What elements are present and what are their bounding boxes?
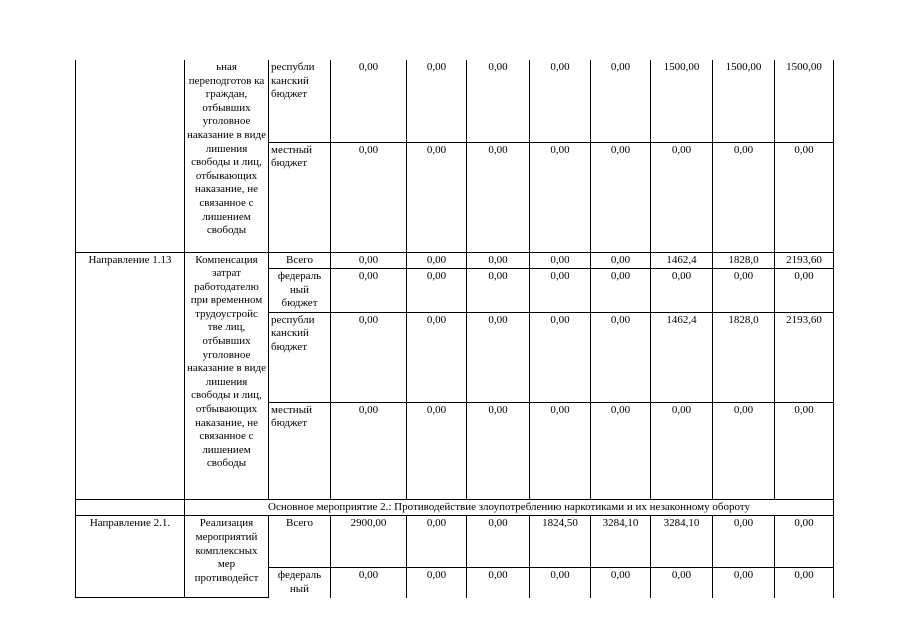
value-cell: 0,00 [331,142,407,252]
value-cell: 0,00 [467,568,530,598]
measure-name-cell: Реализация мероприятий комплексных мер противодейст [185,516,269,598]
value-cell: 1824,50 [530,516,591,568]
value-cell: 0,00 [591,568,651,598]
main-event-header: Основное мероприятие 2.: Противодействие злоупотреблению наркотиками и их незаконному обороту [185,499,834,516]
value-cell: 0,00 [713,269,775,313]
table-row [76,252,834,269]
value-cell: 0,00 [591,312,651,402]
direction-cell: Направление 2.1. [76,516,185,598]
value-cell: 0,00 [467,252,530,269]
value-cell: 1828,0 [713,252,775,269]
measure-name-cell: Компенсация затрат работодателю при временном трудоустройс тве лиц, отбывших уголовное наказание в виде лишения свободы и лиц, отбывающих наказание, не связанное с лишением свободы [185,252,269,499]
value-cell: 0,00 [407,60,467,142]
value-cell: 1500,00 [651,60,713,142]
value-cell: 0,00 [530,402,591,499]
direction-cell: Направление 1.13 [76,252,185,499]
funding-source-cell: республи канский бюджет [269,312,331,402]
value-cell: 0,00 [331,402,407,499]
value-cell: 1462,4 [651,312,713,402]
value-cell: 0,00 [591,402,651,499]
value-cell: 1462,4 [651,252,713,269]
value-cell: 0,00 [713,568,775,598]
funding-source-cell: местный бюджет [269,142,331,252]
value-cell: 0,00 [530,312,591,402]
value-cell: 0,00 [530,60,591,142]
document-page [75,60,823,598]
value-cell: 0,00 [331,568,407,598]
value-cell: 0,00 [407,252,467,269]
value-cell: 0,00 [775,516,834,568]
funding-source-cell: Всего [269,252,331,269]
value-cell: 3284,10 [651,516,713,568]
value-cell: 2193,60 [775,312,834,402]
value-cell: 1828,0 [713,312,775,402]
value-cell: 0,00 [467,269,530,313]
funding-source-cell: федераль ный [269,568,331,598]
section-header-row [76,499,834,516]
value-cell: 1500,00 [713,60,775,142]
value-cell: 0,00 [331,269,407,313]
value-cell: 0,00 [775,402,834,499]
value-cell: 0,00 [651,142,713,252]
value-cell: 0,00 [651,269,713,313]
value-cell: 2193,60 [775,252,834,269]
value-cell: 0,00 [775,269,834,313]
budget-table [75,60,834,598]
value-cell: 0,00 [713,142,775,252]
value-cell: 0,00 [530,252,591,269]
value-cell: 0,00 [467,402,530,499]
value-cell: 0,00 [530,568,591,598]
value-cell: 0,00 [591,269,651,313]
value-cell: 0,00 [530,142,591,252]
direction-cell [76,60,185,252]
value-cell: 0,00 [651,568,713,598]
value-cell: 0,00 [331,312,407,402]
value-cell: 0,00 [331,252,407,269]
funding-source-cell: республи канский бюджет [269,60,331,142]
funding-source-cell: Всего [269,516,331,568]
value-cell: 0,00 [407,269,467,313]
value-cell: 0,00 [407,516,467,568]
value-cell: 3284,10 [591,516,651,568]
value-cell: 0,00 [467,60,530,142]
value-cell: 0,00 [467,142,530,252]
value-cell: 0,00 [651,402,713,499]
value-cell: 2900,00 [331,516,407,568]
table-row [76,516,834,568]
value-cell: 0,00 [467,516,530,568]
value-cell: 1500,00 [775,60,834,142]
table-row [76,60,834,142]
value-cell: 0,00 [407,142,467,252]
value-cell: 0,00 [467,312,530,402]
value-cell: 0,00 [331,60,407,142]
funding-source-cell: местный бюджет [269,402,331,499]
value-cell: 0,00 [407,312,467,402]
value-cell: 0,00 [591,252,651,269]
value-cell: 0,00 [713,402,775,499]
value-cell: 0,00 [591,60,651,142]
value-cell: 0,00 [713,516,775,568]
funding-source-cell: федераль ный бюджет [269,269,331,313]
value-cell: 0,00 [591,142,651,252]
value-cell: 0,00 [407,568,467,598]
value-cell: 0,00 [530,269,591,313]
value-cell: 0,00 [775,142,834,252]
value-cell: 0,00 [775,568,834,598]
value-cell: 0,00 [407,402,467,499]
measure-name-cell: ьная переподготов ка граждан, отбывших уголовное наказание в виде лишения свободы и лиц, отбывающих наказание, не связанное с лишением свободы [185,60,269,252]
